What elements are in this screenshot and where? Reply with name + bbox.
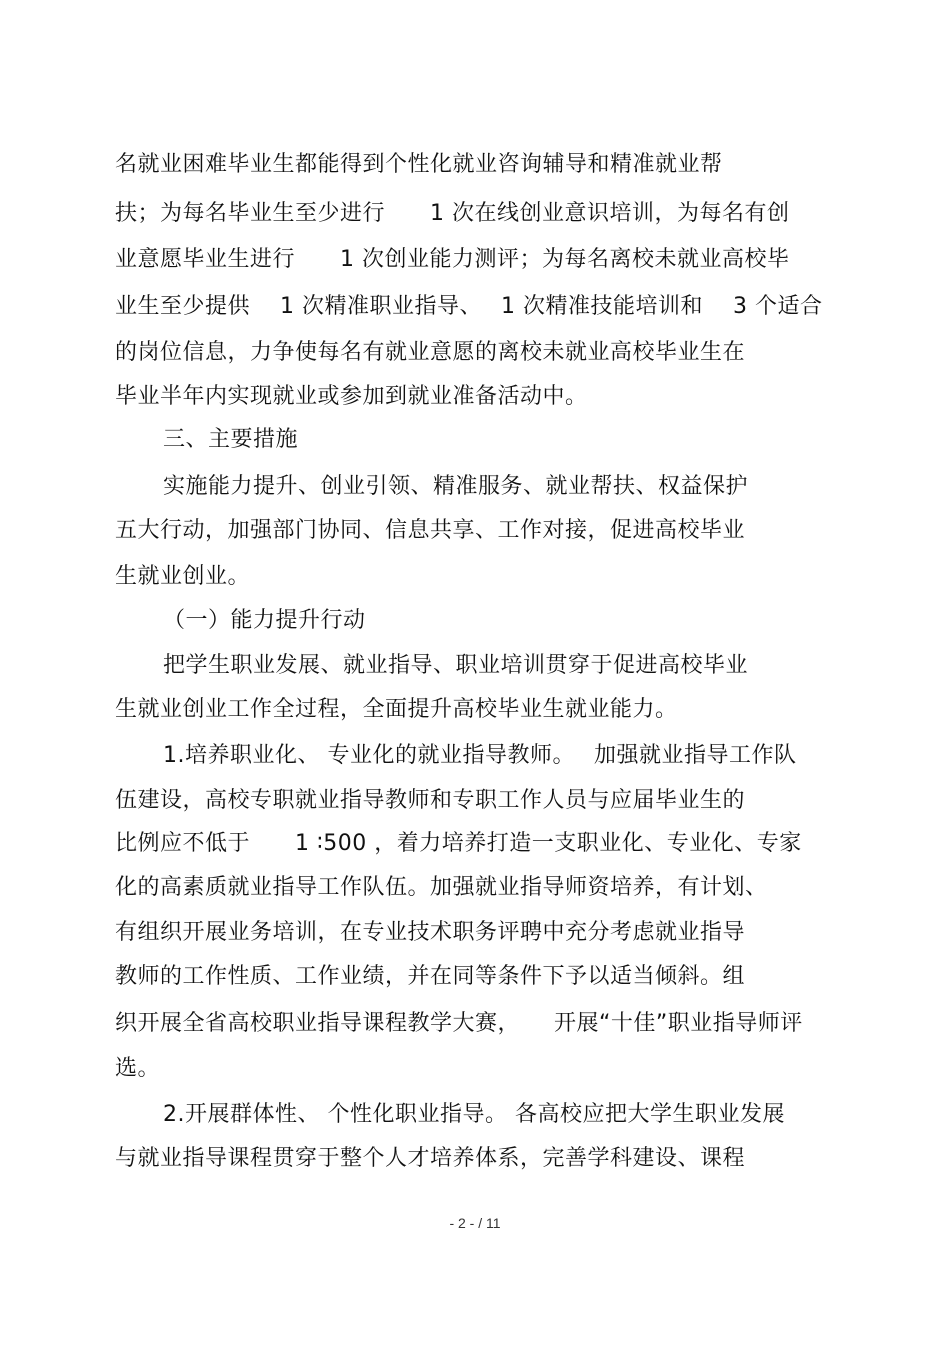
text-line: 伍建设，高校专职就业指导教师和专职工作人员与应届毕业生的 <box>115 788 746 813</box>
text-line: 五大行动，加强部门协同、信息共享、工作对接，促进高校毕业 <box>115 518 746 543</box>
text-line: 业意愿毕业生进行 1 次创业能力测评；为每名离校未就业高校毕 <box>115 247 790 272</box>
text-line: 与就业指导课程贯穿于整个人才培养体系，完善学科建设、课程 <box>115 1146 746 1171</box>
text-line: 比例应不低于 1 ∶500 ，着力培养打造一支职业化、专业化、专家 <box>115 831 802 856</box>
page-number: - 2 - / 11 <box>449 1215 501 1231</box>
text-line: 有组织开展业务培训，在专业技术职务评聘中充分考虑就业指导 <box>115 920 746 945</box>
text-line: 毕业半年内实现就业或参加到就业准备活动中。 <box>115 384 588 409</box>
section-heading: 三、主要措施 <box>163 427 299 452</box>
subsection-heading: （一）能力提升行动 <box>163 608 366 633</box>
text-line: 生就业创业工作全过程，全面提升高校毕业生就业能力。 <box>115 697 678 722</box>
text-line: 的岗位信息，力争使每名有就业意愿的离校未就业高校毕业生在 <box>115 340 746 365</box>
text-line: 教师的工作性质、工作业绩，并在同等条件下予以适当倾斜。组 <box>115 964 746 989</box>
text-line: 2.开展群体性、 个性化职业指导。 各高校应把大学生职业发展 <box>163 1102 785 1127</box>
text-line: 织开展全省高校职业指导课程教学大赛， 开展“十佳”职业指导师评 <box>115 1011 803 1036</box>
text-line: 名就业困难毕业生都能得到个性化就业咨询辅导和精准就业帮 <box>115 152 723 177</box>
text-line: 选。 <box>115 1056 161 1081</box>
text-line: 生就业创业。 <box>115 564 251 589</box>
text-line: 业生至少提供 1 次精准职业指导、 1 次精准技能培训和 3 个适合 <box>115 294 823 319</box>
text-line: 把学生职业发展、就业指导、职业培训贯穿于促进高校毕业 <box>163 653 749 678</box>
text-line: 1.培养职业化、 专业化的就业指导教师。 加强就业指导工作队 <box>163 743 797 768</box>
text-line: 实施能力提升、创业引领、精准服务、就业帮扶、权益保护 <box>163 474 749 499</box>
text-line: 扶；为每名毕业生至少进行 1 次在线创业意识培训，为每名有创 <box>115 201 790 226</box>
text-line: 化的高素质就业指导工作队伍。加强就业指导师资培养，有计划、 <box>115 875 768 900</box>
